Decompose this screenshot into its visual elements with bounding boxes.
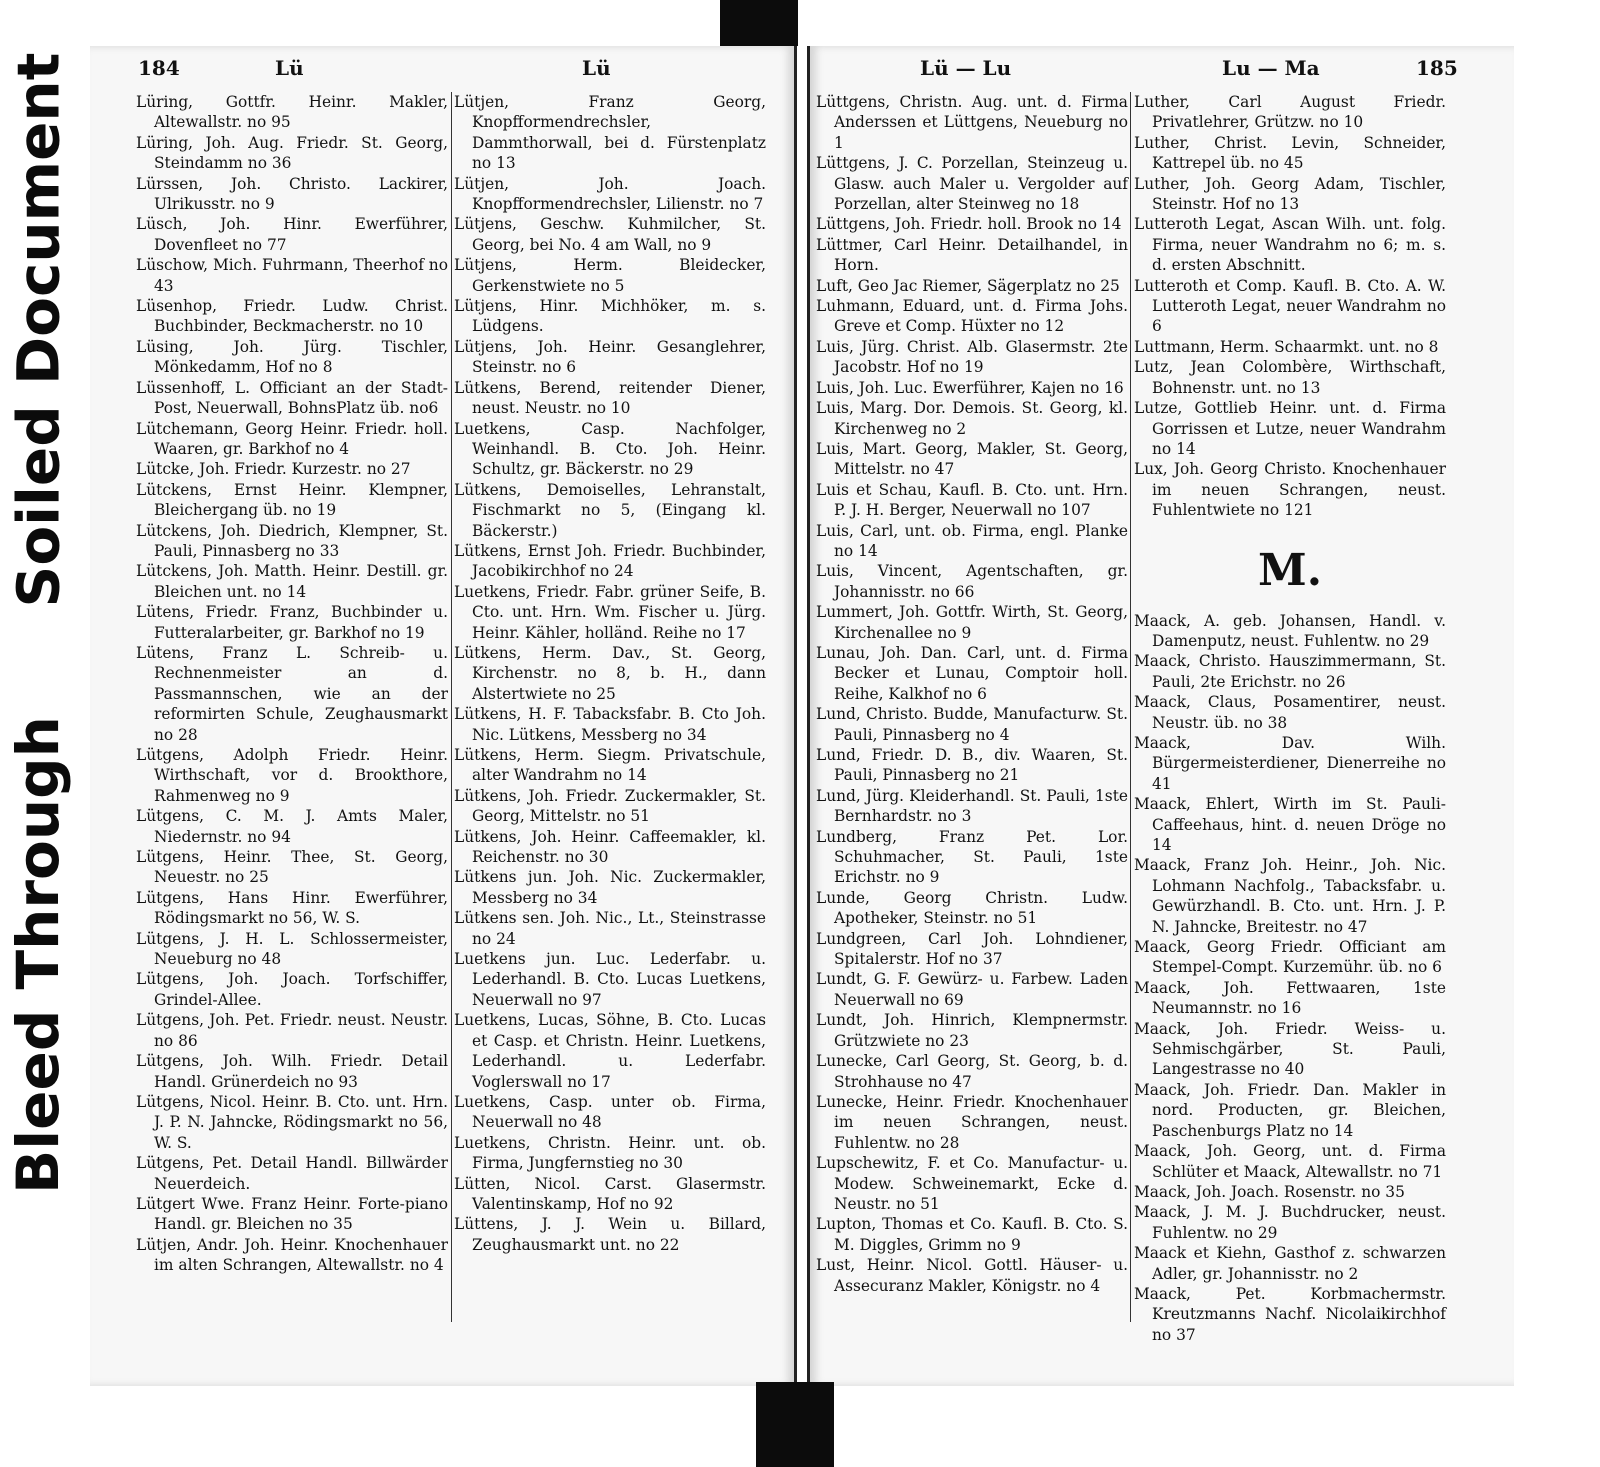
directory-entry: Lütten, Nicol. Carst. Glasermstr. Valentinskamp, Hof no 92: [454, 1174, 766, 1213]
directory-entry: Lüssenhoff, L. Officiant an der Stadt-Post, Neuerwall, BohnsPlatz üb. no6: [136, 378, 448, 418]
directory-entry: Lunecke, Carl Georg, St. Georg, b. d. Strohhause no 47: [816, 1052, 1128, 1091]
left-page-column-2: [454, 92, 766, 1255]
directory-entry: Luetkens, Casp. Nachfolger, Weinhandl. B. Cto. Joh. Heinr. Schultz, gr. Bäckerstr. no 29: [454, 419, 766, 479]
directory-entry: Maack et Kiehn, Gasthof z. schwarzen Adler, gr. Johannisstr. no 2: [1134, 1244, 1446, 1283]
bleed-through-text: Bleed Through: [4, 716, 73, 1194]
directory-entry: Lütjen, Andr. Joh. Heinr. Knochenhauer im alten Schrangen, Altewallstr. no 4: [136, 1235, 448, 1275]
directory-entry: Lutze, Gottlieb Heinr. unt. d. Firma Gorrissen et Lutze, neuer Wandrahm no 14: [1134, 399, 1446, 458]
directory-entry: Lütkens sen. Joh. Nic., Lt., Steinstrasse no 24: [454, 909, 766, 948]
directory-entry: Luft, Geo Jac Riemer, Sägerplatz no 25: [816, 276, 1120, 295]
directory-entry: Lüttgens, J. C. Porzellan, Steinzeug u. Glasw. auch Maler u. Vergolder auf Porzellan, alter Steinweg no 18: [816, 154, 1128, 214]
soiled-document-text: Soiled Document: [4, 52, 73, 608]
directory-entry: Lüsenhop, Friedr. Ludw. Christ. Buchbinder, Beckmacherstr. no 10: [136, 297, 448, 336]
directory-entry: Luetkens jun. Luc. Lederfabr. u. Lederhandl. B. Cto. Lucas Luetkens, Neuerwall no 97: [454, 950, 766, 1009]
directory-entry: Maack, Dav. Wilh. Bürgermeisterdiener, Dienerreihe no 41: [1134, 733, 1446, 793]
directory-entry: Maack, Joh. Joach. Rosenstr. no 35: [1134, 1182, 1405, 1201]
directory-entry: Lürssen, Joh. Christo. Lackirer, Ulrikusstr. no 9: [136, 174, 448, 214]
directory-entry: Lüttmer, Carl Heinr. Detailhandel, in Horn.: [816, 235, 1128, 275]
directory-entry: Luther, Joh. Georg Adam, Tischler, Steinstr. Hof no 13: [1134, 174, 1446, 214]
directory-entry: Lupschewitz, F. et Co. Manufactur- u. Modew. Schweinemarkt, Ecke d. Neustr. no 51: [816, 1154, 1128, 1213]
directory-entry: Luis, Marg. Dor. Demois. St. Georg, kl. Kirchenweg no 2: [816, 399, 1128, 438]
directory-entry: Lütcke, Joh. Friedr. Kurzestr. no 27: [136, 460, 411, 479]
directory-entry: Lüttgens, Christn. Aug. unt. d. Firma Anderssen et Lüttgens, Neueburg no 1: [816, 93, 1128, 152]
directory-entry: Lütgens, Joh. Wilh. Friedr. Detail Handl. Grünerdeich no 93: [136, 1052, 448, 1091]
directory-entry: Lütkens jun. Joh. Nic. Zuckermakler, Messberg no 34: [454, 868, 766, 907]
directory-entry: Luis, Joh. Luc. Ewerführer, Kajen no 16: [816, 378, 1124, 397]
directory-entry: Lütjens, Hinr. Michhöker, m. s. Lüdgens.: [454, 297, 766, 336]
directory-entry: Lutteroth et Comp. Kaufl. B. Cto. A. W. Lutteroth Legat, neuer Wandrahm no 6: [1134, 276, 1446, 336]
directory-entry: Lütgens, J. H. L. Schlossermeister, Neueburg no 48: [136, 929, 448, 969]
directory-entry: Lust, Heinr. Nicol. Gottl. Häuser- u. Assecuranz Makler, Königstr. no 4: [816, 1256, 1128, 1295]
bleed-through-stamp: [0, 700, 76, 1210]
directory-entry: Maack, A. geb. Johansen, Handl. v. Damenputz, neust. Fuhlentw. no 29: [1134, 611, 1446, 650]
directory-entry: Lütens, Friedr. Franz, Buchbinder u. Futteralarbeiter, gr. Barkhof no 19: [136, 603, 448, 642]
directory-entry: Lütkens, Demoiselles, Lehranstalt, Fischmarkt no 5, (Eingang kl. Bäckerstr.): [454, 480, 766, 540]
directory-entry: Lütkens, H. F. Tabacksfabr. B. Cto Joh. Nic. Lütkens, Messberg no 34: [454, 705, 766, 744]
directory-entry: Luther, Carl August Friedr. Privatlehrer, Grützw. no 10: [1134, 93, 1446, 132]
binding-bar-top: [720, 0, 798, 46]
directory-entry: Lummert, Joh. Gottfr. Wirth, St. Georg, Kirchenallee no 9: [816, 603, 1128, 642]
directory-entry: Lütgens, Hans Hinr. Ewerführer, Rödingsmarkt no 56, W. S.: [136, 888, 448, 928]
directory-entry: Lütgens, Adolph Friedr. Heinr. Wirthschaft, vor d. Brookthore, Rahmenweg no 9: [136, 746, 448, 805]
directory-entry: Lunecke, Heinr. Friedr. Knochenhauer im neuen Schrangen, neust. Fuhlentw. no 28: [816, 1092, 1128, 1152]
directory-entry: Maack, Ehlert, Wirth im St. Pauli-Caffeehaus, hint. d. neuen Dröge no 14: [1134, 795, 1446, 854]
directory-entry: Luetkens, Casp. unter ob. Firma, Neuerwall no 48: [454, 1092, 766, 1132]
directory-entry: Luis, Mart. Georg, Makler, St. Georg, Mittelstr. no 47: [816, 439, 1128, 479]
right-page-number: 185: [1416, 56, 1458, 80]
left-page: [90, 46, 797, 1386]
directory-entry: Lütjens, Geschw. Kuhmilcher, St. Georg, bei No. 4 am Wall, no 9: [454, 215, 766, 254]
directory-entry: Lütgens, Heinr. Thee, St. Georg, Neuestr. no 25: [136, 848, 448, 887]
directory-entry: Lütkens, Joh. Friedr. Zuckermakler, St. Georg, Mittelstr. no 51: [454, 786, 766, 826]
directory-entry: Luis, Carl, unt. ob. Firma, engl. Planke no 14: [816, 521, 1128, 560]
directory-entry: Luetkens, Lucas, Söhne, B. Cto. Lucas et Casp. et Christn. Heinr. Luetkens, Lederhandl. u. Lederfabr. Voglerswall no 17: [454, 1011, 766, 1091]
directory-entry: Maack, Pet. Korbmachermstr. Kreutzmanns Nachf. Nicolaikirchhof no 37: [1134, 1284, 1446, 1344]
directory-entry: Lundt, Joh. Hinrich, Klempnermstr. Grützwiete no 23: [816, 1011, 1128, 1050]
right-page-header-right: Lu — Ma: [1222, 56, 1320, 80]
directory-entry: Luis, Jürg. Christ. Alb. Glasermstr. 2te Jacobstr. Hof no 19: [816, 337, 1128, 377]
directory-entry: Maack, Franz Joh. Heinr., Joh. Nic. Lohmann Nachfolg., Tabacksfabr. u. Gewürzhandl. B. Cto. unt. Hrn. J. P. N. Jahncke, Breitestr. no 47: [1134, 856, 1446, 936]
directory-entry: Lundgreen, Carl Joh. Lohndiener, Spitalerstr. Hof no 37: [816, 929, 1128, 969]
right-page-column-2-ma-entries: [1134, 611, 1446, 1346]
directory-entry: Lüsch, Joh. Hinr. Ewerführer, Dovenfleet no 77: [136, 215, 448, 254]
directory-entry: Lundt, G. F. Gewürz- u. Farbew. Laden Neuerwall no 69: [816, 970, 1128, 1009]
column-divider: [1130, 92, 1131, 1322]
directory-entry: Maack, Joh. Georg, unt. d. Firma Schlüter et Maack, Altewallstr. no 71: [1134, 1142, 1446, 1181]
directory-entry: Luetkens, Friedr. Fabr. grüner Seife, B. Cto. unt. Hrn. Wm. Fischer u. Jürg. Heinr. Kähler, holländ. Reihe no 17: [454, 582, 766, 642]
directory-entry: Lütkens, Herm. Dav., St. Georg, Kirchenstr. no 8, b. H., dann Alstertwiete no 25: [454, 643, 766, 703]
directory-entry: Lunde, Georg Christn. Ludw. Apotheker, Steinstr. no 51: [816, 888, 1128, 928]
directory-entry: Lütgens, Joh. Joach. Torfschiffer, Grindel-Allee.: [136, 970, 448, 1009]
directory-entry: Luhmann, Eduard, unt. d. Firma Johs. Greve et Comp. Hüxter no 12: [816, 297, 1128, 336]
directory-entry: Lux, Joh. Georg Christo. Knochenhauer im neuen Schrangen, neust. Fuhlentwiete no 121: [1134, 460, 1446, 520]
left-page-header-center: Lü: [582, 56, 611, 80]
right-page-column-1: [816, 92, 1128, 1296]
directory-entry: Lüschow, Mich. Fuhrmann, Theerhof no 43: [136, 256, 448, 295]
directory-entry: Lutteroth Legat, Ascan Wilh. unt. folg. Firma, neuer Wandrahm no 6; m. s. d. ersten Abschnitt.: [1134, 215, 1446, 275]
directory-entry: Lund, Friedr. D. B., div. Waaren, St. Pauli, Pinnasberg no 21: [816, 746, 1128, 785]
left-page-column-1: [136, 92, 448, 1276]
directory-entry: Lüttens, J. J. Wein u. Billard, Zeughausmarkt unt. no 22: [454, 1215, 766, 1254]
right-page-column-2-lu-entries: [1134, 92, 1446, 521]
directory-entry: Maack, Claus, Posamentirer, neust. Neustr. üb. no 38: [1134, 693, 1446, 732]
binding-bar-bottom: [756, 1382, 834, 1467]
directory-entry: Luetkens, Christn. Heinr. unt. ob. Firma, Jungfernstieg no 30: [454, 1133, 766, 1173]
right-page: [807, 46, 1514, 1386]
directory-entry: Lütkens, Joh. Heinr. Caffeemakler, kl. Reichenstr. no 30: [454, 827, 766, 867]
directory-entry: Lüttgens, Joh. Friedr. holl. Brook no 14: [816, 215, 1122, 234]
directory-entry: Lütjens, Joh. Heinr. Gesanglehrer, Steinstr. no 6: [454, 337, 766, 377]
directory-entry: Luis et Schau, Kaufl. B. Cto. unt. Hrn. P. J. H. Berger, Neuerwall no 107: [816, 480, 1128, 520]
directory-entry: Lütjen, Franz Georg, Knopfformendrechsler, Dammthorwall, bei d. Fürstenplatz no 13: [454, 93, 766, 173]
directory-entry: Lütckens, Ernst Heinr. Klempner, Bleichergang üb. no 19: [136, 480, 448, 520]
directory-entry: Maack, Georg Friedr. Officiant am Stempel-Compt. Kurzemühr. üb. no 6: [1134, 938, 1446, 977]
directory-entry: Lütgens, Joh. Pet. Friedr. neust. Neustr. no 86: [136, 1011, 448, 1050]
directory-entry: Lundberg, Franz Pet. Lor. Schuhmacher, St. Pauli, 1ste Erichstr. no 9: [816, 827, 1128, 887]
directory-entry: Lüring, Joh. Aug. Friedr. St. Georg, Steindamm no 36: [136, 133, 448, 173]
directory-entry: Lütgens, C. M. J. Amts Maler, Niedernstr. no 94: [136, 807, 448, 846]
directory-entry: Lütkens, Ernst Joh. Friedr. Buchbinder, Jacobikirchhof no 24: [454, 541, 766, 581]
column-divider: [451, 92, 452, 1322]
left-page-number: 184: [138, 56, 180, 80]
directory-entry: Lupton, Thomas et Co. Kaufl. B. Cto. S. M. Diggles, Grimm no 9: [816, 1215, 1128, 1254]
directory-entry: Lütckens, Joh. Matth. Heinr. Destill. gr. Bleichen unt. no 14: [136, 562, 448, 601]
directory-entry: Lüsing, Joh. Jürg. Tischler, Mönkedamm, Hof no 8: [136, 337, 448, 377]
directory-entry: Lund, Christo. Budde, Manufacturw. St. Pauli, Pinnasberg no 4: [816, 705, 1128, 744]
right-page-header-center: Lü — Lu: [920, 56, 1012, 80]
directory-entry: Lütkens, Herm. Siegm. Privatschule, alter Wandrahm no 14: [454, 746, 766, 785]
left-page-header-left: Lü: [275, 56, 304, 80]
directory-entry: Luther, Christ. Levin, Schneider, Kattrepel üb. no 45: [1134, 133, 1446, 173]
directory-entry: Lüring, Gottfr. Heinr. Makler, Altewallstr. no 95: [136, 93, 448, 132]
soiled-document-stamp: [0, 40, 76, 620]
directory-entry: Maack, Joh. Friedr. Weiss- u. Sehmischgärber, St. Pauli, Langestrasse no 40: [1134, 1019, 1446, 1079]
directory-entry: Lütgens, Nicol. Heinr. B. Cto. unt. Hrn. J. P. N. Jahncke, Rödingsmarkt no 56, W. S.: [136, 1092, 448, 1152]
directory-entry: Luttmann, Herm. Schaarmkt. unt. no 8: [1134, 337, 1439, 356]
directory-entry: Lütjens, Herm. Bleidecker, Gerkenstwiete no 5: [454, 256, 766, 295]
directory-entry: Maack, Joh. Fettwaaren, 1ste Neumannstr. no 16: [1134, 978, 1446, 1018]
directory-entry: Maack, J. M. J. Buchdrucker, neust. Fuhlentw. no 29: [1134, 1203, 1446, 1242]
directory-entry: Lütchemann, Georg Heinr. Friedr. holl. Waaren, gr. Barkhof no 4: [136, 419, 448, 458]
directory-entry: Lütckens, Joh. Diedrich, Klempner, St. Pauli, Pinnasberg no 33: [136, 521, 448, 560]
directory-entry: Lütens, Franz L. Schreib- u. Rechnenmeister an d. Passmannschen, wie an der reformirten Schule, Zeughausmarkt no 28: [136, 643, 448, 744]
directory-entry: Lütjen, Joh. Joach. Knopfformendrechsler, Lilienstr. no 7: [454, 174, 766, 214]
directory-entry: Lütkens, Berend, reitender Diener, neust. Neustr. no 10: [454, 378, 766, 418]
directory-entry: Maack, Joh. Friedr. Dan. Makler in nord. Producten, gr. Bleichen, Paschenburgs Platz no 14: [1134, 1080, 1446, 1140]
directory-entry: Lunau, Joh. Dan. Carl, unt. d. Firma Becker et Lunau, Comptoir holl. Reihe, Kalkhof no 6: [816, 643, 1128, 703]
right-page-column-2: [1134, 92, 1446, 1345]
directory-entry: Lütgens, Pet. Detail Handl. Billwärder Neuerdeich.: [136, 1154, 448, 1193]
directory-entry: Lund, Jürg. Kleiderhandl. St. Pauli, 1ste Bernhardstr. no 3: [816, 786, 1128, 826]
directory-entry: Maack, Christo. Hauszimmermann, St. Pauli, 2te Erichstr. no 26: [1134, 652, 1446, 691]
directory-entry: Lütgert Wwe. Franz Heinr. Forte-piano Handl. gr. Bleichen no 35: [136, 1194, 448, 1234]
directory-entry: Lutz, Jean Colombère, Wirthschaft, Bohnenstr. unt. no 13: [1134, 358, 1446, 397]
section-letter-m: M.: [1257, 544, 1323, 596]
directory-entry: Luis, Vincent, Agentschaften, gr. Johannisstr. no 66: [816, 562, 1128, 601]
